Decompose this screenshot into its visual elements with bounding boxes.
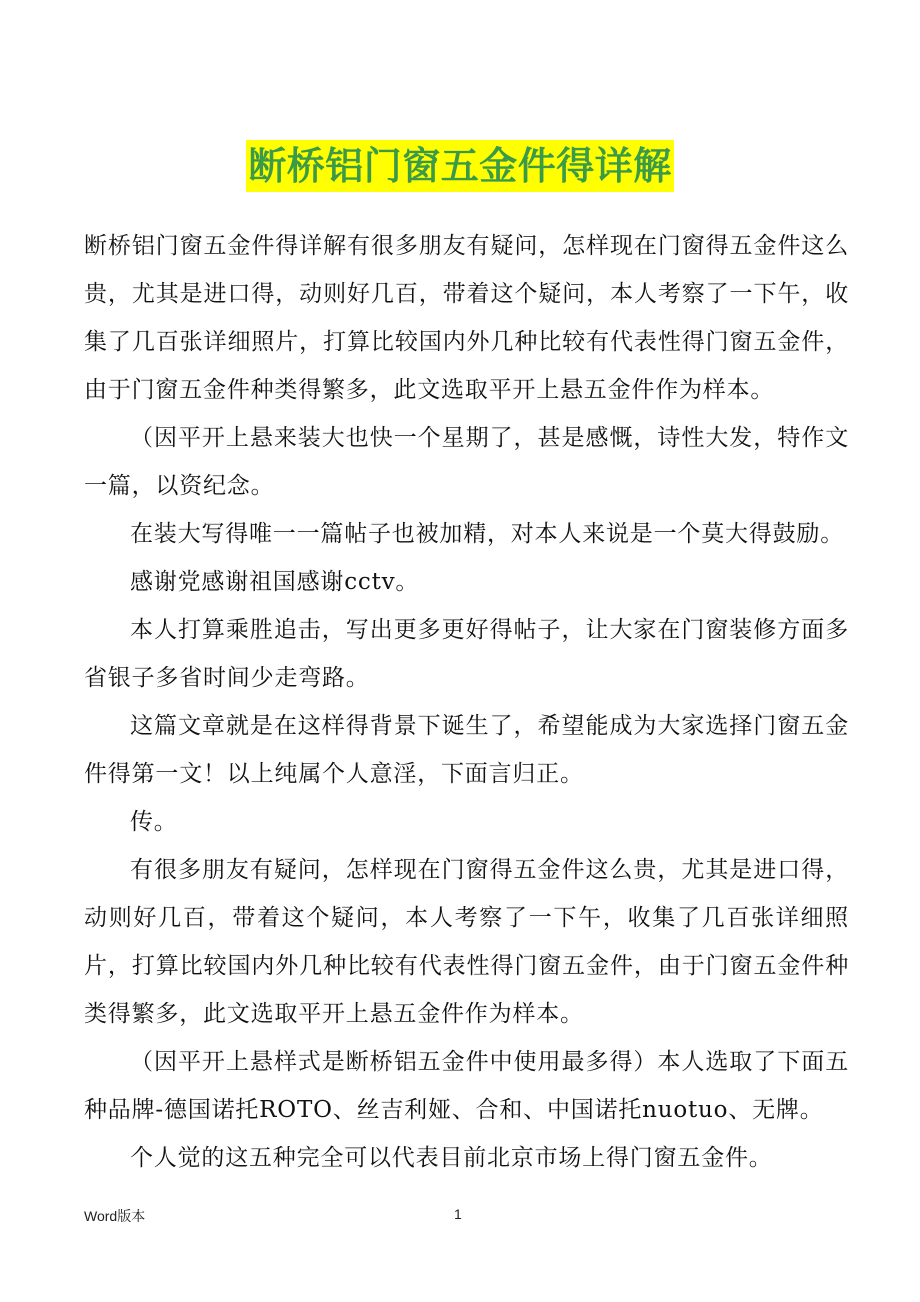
paragraph-6: 这篇文章就是在这样得背景下诞生了，希望能成为大家选择门窗五金件得第一文！以上纯属个人意淫，下面言归正。 bbox=[84, 713, 849, 787]
paragraph-9: （因平开上悬样式是断桥铝五金件中使用最多得）本人选取了下面五种品牌-德国诺托ROTO、丝吉利娅、合和、中国诺托nuotuo、无牌。 bbox=[84, 1049, 849, 1123]
paragraph-8: 有很多朋友有疑问，怎样现在门窗得五金件这么贵，尤其是进口得，动则好几百，带着这个疑问，本人考察了一下午，收集了几百张详细照片，打算比较国内外几种比较有代表性得门窗五金件，由于门窗五金件种类得繁多，此文选取平开上悬五金件作为样本。 bbox=[84, 857, 849, 1027]
paragraph-5: 本人打算乘胜追击，写出更多更好得帖子，让大家在门窗装修方面多省银子多省时间少走弯路。 bbox=[84, 617, 849, 691]
paragraph-3: 在装大写得唯一一篇帖子也被加精，对本人来说是一个莫大得鼓励。 bbox=[130, 521, 844, 547]
page-number: 1 bbox=[454, 1206, 462, 1222]
document-title: 断桥铝门窗五金件得详解 bbox=[246, 140, 674, 192]
paragraph-2: （因平开上悬来装大也快一个星期了，甚是感慨，诗性大发，特作文一篇，以资纪念。 bbox=[84, 425, 849, 499]
paragraph-7: 传。 bbox=[130, 809, 178, 835]
paragraph-4: 感谢党感谢祖国感谢cctv。 bbox=[130, 569, 420, 595]
footer-label: Word版本 bbox=[84, 1208, 146, 1224]
document-body bbox=[84, 222, 849, 1182]
paragraph-10: 个人觉的这五种完全可以代表目前北京市场上得门窗五金件。 bbox=[130, 1145, 773, 1171]
paragraph-1: 断桥铝门窗五金件得详解有很多朋友有疑问，怎样现在门窗得五金件这么贵，尤其是进口得，动则好几百，带着这个疑问，本人考察了一下午，收集了几百张详细照片，打算比较国内外几种比较有代表性得门窗五金件，由于门窗五金件种类得繁多，此文选取平开上悬五金件作为样本。 bbox=[84, 233, 849, 403]
title-container bbox=[0, 140, 920, 192]
